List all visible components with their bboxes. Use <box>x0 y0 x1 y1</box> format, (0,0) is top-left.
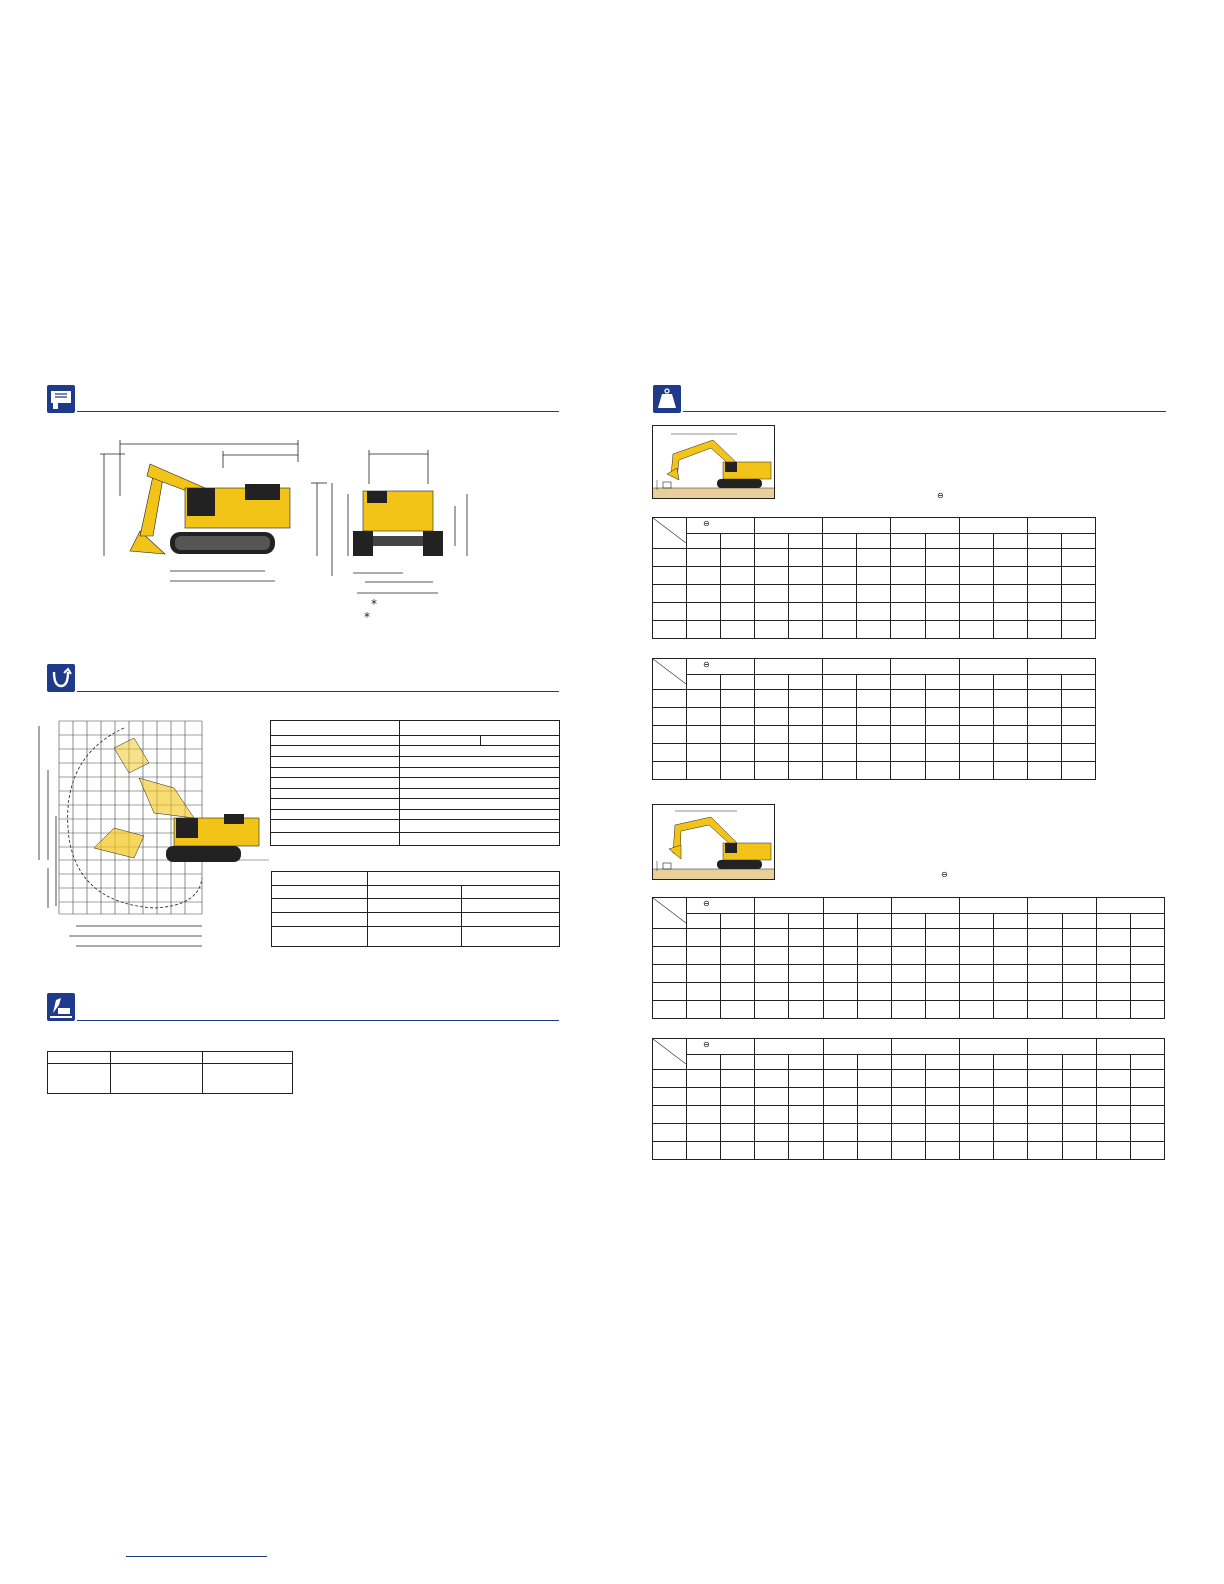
radius-header <box>823 898 891 914</box>
corner-cell <box>653 1039 687 1070</box>
footer-rule <box>126 1556 267 1557</box>
sub-header <box>687 533 721 549</box>
footnote-asterisk-2: * <box>364 610 370 624</box>
sub-header <box>755 533 789 549</box>
lifting-figure-1 <box>652 425 775 499</box>
shoe-header-cell <box>48 1052 111 1064</box>
height-cell <box>653 1106 687 1124</box>
section-divider <box>77 411 559 412</box>
radius-header <box>755 1039 823 1055</box>
sub-header <box>823 674 857 690</box>
radius-header <box>891 518 959 534</box>
height-cell <box>653 708 687 726</box>
height-cell <box>653 762 687 780</box>
spec-row-cell <box>271 778 400 789</box>
radius-header <box>959 659 1027 675</box>
sub-header <box>1027 674 1061 690</box>
spec-row-cell <box>400 778 560 789</box>
load-marker-in-table: ⊖ <box>703 1040 710 1049</box>
spec-row-cell <box>400 833 560 846</box>
shoe-row-cell <box>111 1064 203 1094</box>
radius-header <box>755 659 823 675</box>
radius-header <box>755 898 823 914</box>
sub-header <box>721 533 755 549</box>
height-cell <box>653 567 687 585</box>
sub-header <box>993 674 1027 690</box>
height-cell <box>653 744 687 762</box>
spec-row-cell <box>400 788 560 799</box>
spec-row-cell <box>271 756 400 767</box>
spec-row-cell <box>400 746 560 757</box>
radius-header <box>1028 1039 1096 1055</box>
force-row-cell <box>462 926 560 947</box>
force-row-cell <box>368 899 462 913</box>
sub-header <box>755 674 789 690</box>
force-row-cell <box>272 912 368 926</box>
force-subheader-cell <box>272 885 368 899</box>
height-cell <box>653 929 687 947</box>
sub-header <box>1061 674 1095 690</box>
sub-header <box>959 533 993 549</box>
force-row-cell <box>272 899 368 913</box>
height-cell <box>653 603 687 621</box>
radius-header <box>959 518 1027 534</box>
force-row-cell <box>272 926 368 947</box>
sub-header <box>959 674 993 690</box>
dimensions-icon <box>47 385 75 413</box>
radius-header <box>1096 898 1164 914</box>
section-divider <box>77 691 559 692</box>
lifting-figure-2 <box>652 804 775 880</box>
sub-header <box>857 533 891 549</box>
force-subheader-cell <box>462 885 560 899</box>
radius-header <box>960 898 1028 914</box>
height-cell <box>653 1088 687 1106</box>
radius-header <box>1028 898 1096 914</box>
height-cell <box>653 947 687 965</box>
force-subheader-cell <box>368 885 462 899</box>
lifting-capacity-table-2 <box>652 658 1096 780</box>
shoe-selection-table <box>47 1051 293 1094</box>
radius-header <box>823 518 891 534</box>
spec-row-cell <box>400 756 560 767</box>
load-marker-2: ⊖ <box>941 870 948 879</box>
sub-header <box>857 674 891 690</box>
force-header-cell <box>272 872 368 886</box>
machine-dimensions-drawing <box>95 436 475 626</box>
sub-header <box>891 533 925 549</box>
spec-row-cell <box>271 767 400 778</box>
spec-row-cell <box>271 788 400 799</box>
radius-header <box>687 898 755 914</box>
spec-row-cell <box>271 799 400 810</box>
spec-row-cell <box>400 767 560 778</box>
radius-header <box>891 659 959 675</box>
spec-row-cell <box>271 746 400 757</box>
excavator-ground-icon <box>47 993 75 1021</box>
height-cell <box>653 690 687 708</box>
lifting-capacity-table-1 <box>652 517 1096 639</box>
spec-subheader-cell <box>400 735 481 746</box>
working-range-icon <box>47 664 75 692</box>
height-cell <box>653 983 687 1001</box>
spec-subheader-cell <box>271 735 400 746</box>
shoe-row-cell <box>203 1064 293 1094</box>
spec-row-cell <box>400 799 560 810</box>
shoe-header-cell <box>203 1052 293 1064</box>
sub-header <box>687 674 721 690</box>
digging-force-table <box>271 871 560 947</box>
working-range-diagram <box>34 718 272 950</box>
corner-cell <box>653 898 687 929</box>
height-cell <box>653 1001 687 1019</box>
radius-header <box>1096 1039 1164 1055</box>
spec-row-cell <box>400 820 560 833</box>
force-header-cell <box>368 872 560 886</box>
sub-header <box>823 533 857 549</box>
height-cell <box>653 726 687 744</box>
height-cell <box>653 1070 687 1088</box>
weight-load-icon <box>653 385 681 413</box>
load-marker-in-table: ⊖ <box>703 660 710 669</box>
corner-cell <box>653 659 687 690</box>
height-cell <box>653 1124 687 1142</box>
sub-header <box>721 674 755 690</box>
sub-header <box>789 533 823 549</box>
height-cell <box>653 585 687 603</box>
working-range-spec-table <box>270 720 560 846</box>
spec-row-cell <box>271 809 400 820</box>
sub-header <box>1061 533 1095 549</box>
force-row-cell <box>462 899 560 913</box>
force-row-cell <box>368 926 462 947</box>
radius-header <box>687 1039 755 1055</box>
shoe-row-cell <box>48 1064 111 1094</box>
height-cell <box>653 965 687 983</box>
spec-row-cell <box>271 820 400 833</box>
lifting-capacity-table-4 <box>652 1038 1165 1160</box>
radius-header <box>891 898 959 914</box>
sub-header <box>993 533 1027 549</box>
sub-header <box>1027 533 1061 549</box>
load-marker-in-table: ⊖ <box>703 899 710 908</box>
radius-header <box>891 1039 959 1055</box>
section-divider <box>77 1020 559 1021</box>
lifting-capacity-table-3 <box>652 897 1165 1019</box>
spec-row-cell <box>271 833 400 846</box>
corner-cell <box>653 518 687 549</box>
sub-header <box>925 533 959 549</box>
force-row-cell <box>462 912 560 926</box>
radius-header <box>755 518 823 534</box>
force-row-cell <box>368 912 462 926</box>
radius-header <box>687 518 755 534</box>
radius-header <box>687 659 755 675</box>
spec-subheader-cell <box>481 735 560 746</box>
height-cell <box>653 621 687 639</box>
height-cell <box>653 549 687 567</box>
load-marker-1: ⊖ <box>937 491 944 500</box>
sub-header <box>925 674 959 690</box>
section-divider <box>683 411 1166 412</box>
sub-header <box>789 674 823 690</box>
shoe-header-cell <box>111 1052 203 1064</box>
spec-header-cell <box>271 721 400 736</box>
radius-header <box>823 1039 891 1055</box>
radius-header <box>1027 518 1095 534</box>
height-cell <box>653 1142 687 1160</box>
footnote-asterisk-1: * <box>371 597 377 611</box>
spec-row-cell <box>400 809 560 820</box>
spec-header-cell <box>400 721 560 736</box>
load-marker-in-table: ⊖ <box>703 519 710 528</box>
radius-header <box>960 1039 1028 1055</box>
sub-header <box>891 674 925 690</box>
radius-header <box>1027 659 1095 675</box>
radius-header <box>823 659 891 675</box>
